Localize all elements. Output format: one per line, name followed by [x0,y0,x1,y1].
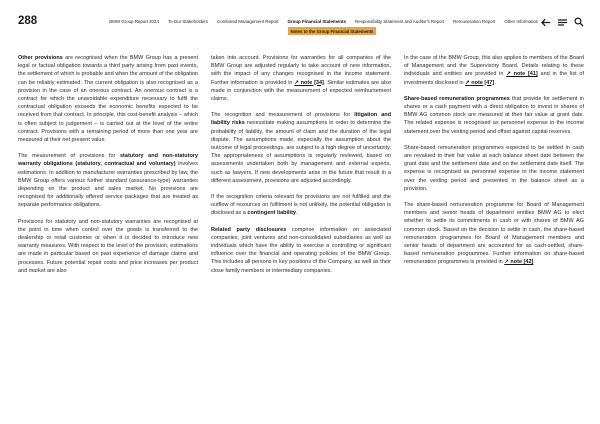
nav-item[interactable] [355,19,444,24]
nav-item-label: Other Information [504,18,539,24]
text-column-3 [404,54,584,283]
nav-item[interactable] [217,19,279,24]
nav-item-label: To Our Stakeholders [167,18,208,24]
paragraph [404,54,584,87]
bold-term: statutory and non-statutory warranty obligations (statutory, contractual and voluntary) [18,153,198,168]
top-nav [109,18,539,34]
note-link[interactable]: ↗ note [42] [504,259,534,266]
paragraph [211,226,391,275]
text-run: . [295,210,298,217]
text-column-1 [18,54,198,283]
paragraph [18,152,198,209]
text-run: involves estimations. In addition to manufacturer warranties prescribed by law, the BMW Group offers various further standard (assurance-type) warranties depending on the product and sales market. No provisions are recognised for additionally offered service packages that are treated as separate performance obligations. [18,161,198,209]
nav-item[interactable] [453,19,495,24]
search-icon[interactable] [574,17,584,27]
nav-item-label: Group Financial Statements [287,18,346,24]
text-run: If the recognition criteria relevant for provisions are not fulfilled and the outflow of resources on fulfilment is not unlikely, the potential obligation is disclosed as a [211,194,391,217]
nav-item[interactable] [168,19,208,24]
text-run: necessitate making assumptions in order to determine the probability of liability, the amount of claim and the duration of the legal dispute. The assumptions made, especially the assumption about the outcome of legal proceedings, are subject to a high degree of uncertainty. The appropriateness of assumptions is regularly reviewed, based on assessments undertaken both by management and external experts, such as lawyers. If new developments arise in the future that result in a different assessment, provisions are adjusted accordingly. [211,120,391,184]
text-run: The measurement of provisions for [18,153,120,160]
nav-item[interactable] [109,19,159,24]
paragraph [211,111,391,185]
bold-term: contingent liability [247,210,296,217]
section-tag[interactable]: Notes to the Group Financial Statements [288,27,377,35]
note-link[interactable]: ↗ note [47] [465,79,495,86]
paragraph [211,193,391,218]
text-column-2 [211,54,391,283]
text-run: In the case of the BMW Group, this also applies to members of the Board of Management and the Supervisory Board. Details relating to these individuals and entities are provided in [404,55,584,78]
text-run: The share-based remuneration programme for Board of Management members and senior heads of department entitles BMW AG to elect whether to settle its commitments in cash or with shares of BMW AG common stock. Based on the decision to settle in cash, the share-based remuneration programmes for Board of Management members and senior heads of department are accounted for as cash-settled, share-based remuneration programmes. Further information on share-based remuneration programmes is provided in [404,202,584,266]
paragraph [404,201,584,267]
nav-item-label: Responsibility Statement and Auditor's Report [354,18,445,24]
header-icons [541,17,584,27]
note-link[interactable]: ↗ note [34] [294,79,324,86]
bold-term: litigation and liability risks [211,112,391,127]
bold-term: Related party disclosures [211,226,287,233]
nav-item[interactable] [287,18,374,34]
paragraph [211,54,391,103]
nav-item-label: Combined Management Report [217,18,279,24]
text-run: comprise information on associated companies, joint ventures and non-consolidated subsidiaries as well as individuals which have the ability to exercise a controlling or significant influence over the financial and operating policies of the BMW Group. This includes all persons in key positions of the Company, as well as their close family members or intermediary companies. [211,226,391,274]
note-link[interactable]: ↗ note [41] [506,71,538,78]
text-run: . Similar estimates are also made in conjunction with the measurement of expected reimbursement claims. [211,79,391,103]
text-run: . [494,79,496,86]
paragraph [404,95,584,136]
nav-item-label: BMW Group Report 2024 [109,18,159,24]
menu-icon[interactable] [558,18,567,27]
paragraph [18,218,198,275]
text-run: The recognition and measurement of provisions for [211,112,355,119]
back-arrow-icon[interactable] [541,18,551,27]
page-number: 288 [18,15,38,27]
text-run: . [533,259,535,266]
bold-term: Other provisions [18,55,63,61]
nav-item-label: Remuneration Report [453,18,496,24]
bold-term: Share-based remuneration programmes [404,95,510,102]
text-run: Provisions for statutory and non-statutory warranties are recognised at the point in time when control over the goods is transferred to the dealership or retail customer or when it is decided to introduce new warranty measures. With respect to the level of the provision, estimations are made in particular based on past experience of damage claims and processes. Future potential repair costs and price increases per product and market are also [18,218,198,274]
text-run: and in the list of investments disclosed in [404,71,584,86]
text-run: Share-based remuneration programmes expected to be settled in cash are revalued to their fair value at each balance sheet date between the grant date and the settlement date and on the settlement date itself. The expense is recognised as personnel expense in the income statement over the vesting period and presented in the balance sheet as a provision. [404,144,584,192]
paragraph [18,54,198,144]
text-run: that provide for settlement in shares or a cash payment with a direct obligation to invest in shares of BMW AG common stock are measured at their fair value at grant date. The related expense is recognised as personnel expense in the income statement over the vesting period and offset against capital reserves. [404,95,584,135]
document-body [0,54,600,283]
text-run: taken into account. Provisions for warranties for all companies of the BMW Group are adjusted regularly to take account of new information, with the impact of any changes recognised in the income statement. Further information is provided in [211,55,391,86]
paragraph [404,144,584,193]
nav-item[interactable] [504,19,538,24]
text-run: are recognised when the BMW Group has a present legal or factual obligation towards a third party arising from past events, the settlement of which is probable and when the amount of the obligation can be reliably estimated. The current obligation is also recognised as a provision in the case of an onerous contract. An onerous contract is a contract for which the unavoidable expenditure necessary to fulfil the contractual obligation exceeds the economic benefits expected to be received from that contract. In principle, this cost-benefit analysis – which is often subject to judgement – is carried out at the level of the entire contract. Provisions with a remaining period of more than one year are measured at their net present value. [18,55,199,144]
page-header [0,0,600,34]
